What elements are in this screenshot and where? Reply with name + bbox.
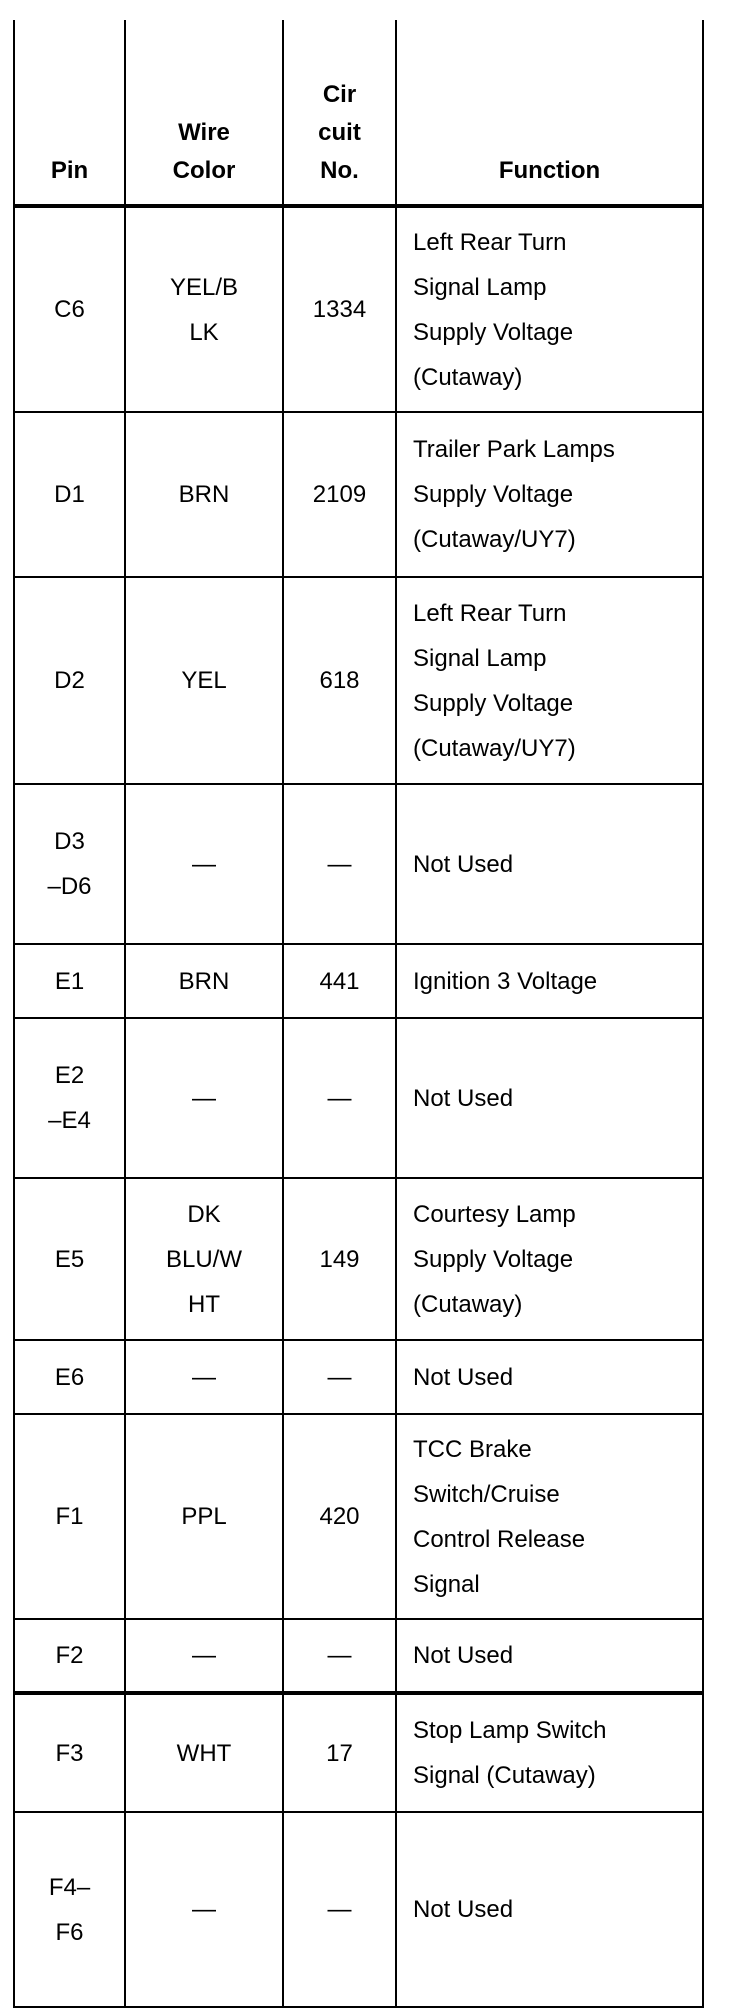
wire-color-cell-text: —	[192, 850, 216, 878]
pinout-table-body	[14, 206, 703, 2007]
table-row	[14, 1340, 703, 1414]
table-row	[14, 1414, 703, 1619]
pin-cell	[14, 1178, 125, 1340]
function-cell	[396, 1414, 703, 1619]
pin-cell	[14, 944, 125, 1018]
wire-color-cell-text: YEL	[181, 667, 227, 694]
function-cell-text: TCC Brake Switch/Cruise Control Release Signal	[413, 1435, 586, 1598]
circuit-number-cell-text: 2109	[312, 481, 367, 508]
circuit-number-cell-text: 1334	[312, 296, 367, 323]
function-cell	[396, 577, 703, 784]
pin-cell-text: F3	[55, 1739, 84, 1767]
pin-cell	[14, 1414, 125, 1619]
function-cell-text: Left Rear Turn Signal Lamp Supply Voltage (Cutaway)	[413, 228, 574, 391]
circuit-number-cell	[283, 577, 396, 784]
circuit-number-cell	[283, 1693, 396, 1812]
pin-cell	[14, 784, 125, 944]
header-row	[14, 20, 703, 206]
circuit-number-cell-text: —	[327, 1084, 352, 1112]
table-row	[14, 206, 703, 412]
function-cell-text: Left Rear Turn Signal Lamp Supply Voltage (Cutaway/UY7)	[413, 599, 576, 762]
wire-color-cell-text: —	[192, 1642, 216, 1669]
wire-color-cell	[125, 944, 283, 1018]
circuit-number-cell	[283, 1018, 396, 1178]
pinout-table	[13, 20, 704, 2008]
header-circuit-no: Cir cuit No.	[283, 20, 396, 206]
function-cell-text: Not Used	[413, 1642, 514, 1669]
pin-cell	[14, 206, 125, 412]
wire-color-cell-text: YEL/B LK	[169, 273, 239, 346]
function-cell	[396, 1340, 703, 1414]
pin-cell-text: E2 –E4	[48, 1062, 91, 1134]
circuit-number-cell	[283, 1414, 396, 1619]
header-pin: Pin	[14, 20, 125, 206]
table-row	[14, 1018, 703, 1178]
table-row	[14, 1619, 703, 1693]
circuit-number-cell-text: —	[327, 1896, 352, 1923]
table-row	[14, 944, 703, 1018]
table-row	[14, 1812, 703, 2007]
header-function: Function	[396, 20, 703, 206]
pin-cell	[14, 1340, 125, 1414]
pin-cell-text: E5	[54, 1245, 85, 1273]
wire-color-cell	[125, 784, 283, 944]
function-cell	[396, 1693, 703, 1812]
pin-cell-text: F2	[55, 1642, 84, 1669]
circuit-number-cell-text: 441	[319, 967, 360, 995]
pin-cell	[14, 1619, 125, 1693]
pin-cell-text: E1	[54, 967, 85, 995]
pin-cell-text: F1	[55, 1503, 84, 1530]
function-cell	[396, 206, 703, 412]
wire-color-cell-text: —	[192, 1896, 216, 1923]
circuit-number-cell	[283, 784, 396, 944]
pin-cell	[14, 1812, 125, 2007]
function-cell-text: Not Used	[413, 850, 514, 878]
function-cell	[396, 1178, 703, 1340]
circuit-number-cell	[283, 412, 396, 577]
circuit-number-cell	[283, 944, 396, 1018]
function-cell	[396, 1018, 703, 1178]
wire-color-cell-text: WHT	[176, 1739, 232, 1767]
wire-color-cell	[125, 1619, 283, 1693]
function-cell-text: Trailer Park Lamps Supply Voltage (Cutaway/UY7)	[413, 436, 615, 553]
function-cell-text: Ignition 3 Voltage	[413, 967, 598, 995]
pin-cell-text: E6	[54, 1363, 85, 1391]
wire-color-cell	[125, 206, 283, 412]
function-cell	[396, 1619, 703, 1693]
pin-cell	[14, 1018, 125, 1178]
circuit-number-cell-text: —	[327, 850, 352, 878]
wire-color-cell	[125, 577, 283, 784]
function-cell	[396, 1812, 703, 2007]
table-row	[14, 1693, 703, 1812]
pin-cell-text: D1	[54, 481, 85, 508]
table-row	[14, 1178, 703, 1340]
wire-color-cell	[125, 1414, 283, 1619]
wire-color-cell	[125, 1340, 283, 1414]
wire-color-cell-text: —	[192, 1084, 216, 1112]
function-cell	[396, 784, 703, 944]
pin-cell-text: F4– F6	[48, 1873, 91, 1946]
function-cell-text: Stop Lamp Switch Signal (Cutaway)	[413, 1717, 607, 1789]
circuit-number-cell	[283, 1178, 396, 1340]
pin-cell	[14, 412, 125, 577]
table-row	[14, 412, 703, 577]
wire-color-cell	[125, 1178, 283, 1340]
function-cell-text: Courtesy Lamp Supply Voltage (Cutaway)	[413, 1200, 576, 1318]
circuit-number-cell-text: 618	[319, 667, 360, 694]
function-cell-text: Not Used	[413, 1363, 514, 1391]
function-cell	[396, 944, 703, 1018]
circuit-number-cell-text: 17	[326, 1739, 353, 1767]
pin-cell-text: D3 –D6	[47, 828, 92, 900]
circuit-number-cell	[283, 206, 396, 412]
wire-color-cell-text: —	[192, 1363, 216, 1391]
circuit-number-cell	[283, 1619, 396, 1693]
wire-color-cell-text: BRN	[178, 967, 230, 995]
pin-cell	[14, 577, 125, 784]
function-cell	[396, 412, 703, 577]
pin-cell-text: C6	[54, 296, 85, 323]
circuit-number-cell-text: —	[327, 1363, 352, 1391]
wire-color-cell-text: PPL	[181, 1503, 227, 1530]
function-cell-text: Not Used	[413, 1896, 514, 1923]
wire-color-cell	[125, 412, 283, 577]
circuit-number-cell-text: 420	[319, 1503, 360, 1530]
pin-cell-text: D2	[54, 667, 85, 694]
table-row	[14, 577, 703, 784]
header-wire-color: Wire Color	[125, 20, 283, 206]
wire-color-cell-text: BRN	[178, 481, 230, 508]
wire-color-cell-text: DK BLU/W HT	[165, 1200, 242, 1318]
circuit-number-cell-text: —	[327, 1642, 352, 1669]
wire-color-cell	[125, 1018, 283, 1178]
pin-cell	[14, 1693, 125, 1812]
wire-color-cell	[125, 1812, 283, 2007]
circuit-number-cell	[283, 1812, 396, 2007]
circuit-number-cell-text: 149	[319, 1245, 360, 1273]
function-cell-text: Not Used	[413, 1084, 514, 1112]
circuit-number-cell	[283, 1340, 396, 1414]
table-row	[14, 784, 703, 944]
wire-color-cell	[125, 1693, 283, 1812]
